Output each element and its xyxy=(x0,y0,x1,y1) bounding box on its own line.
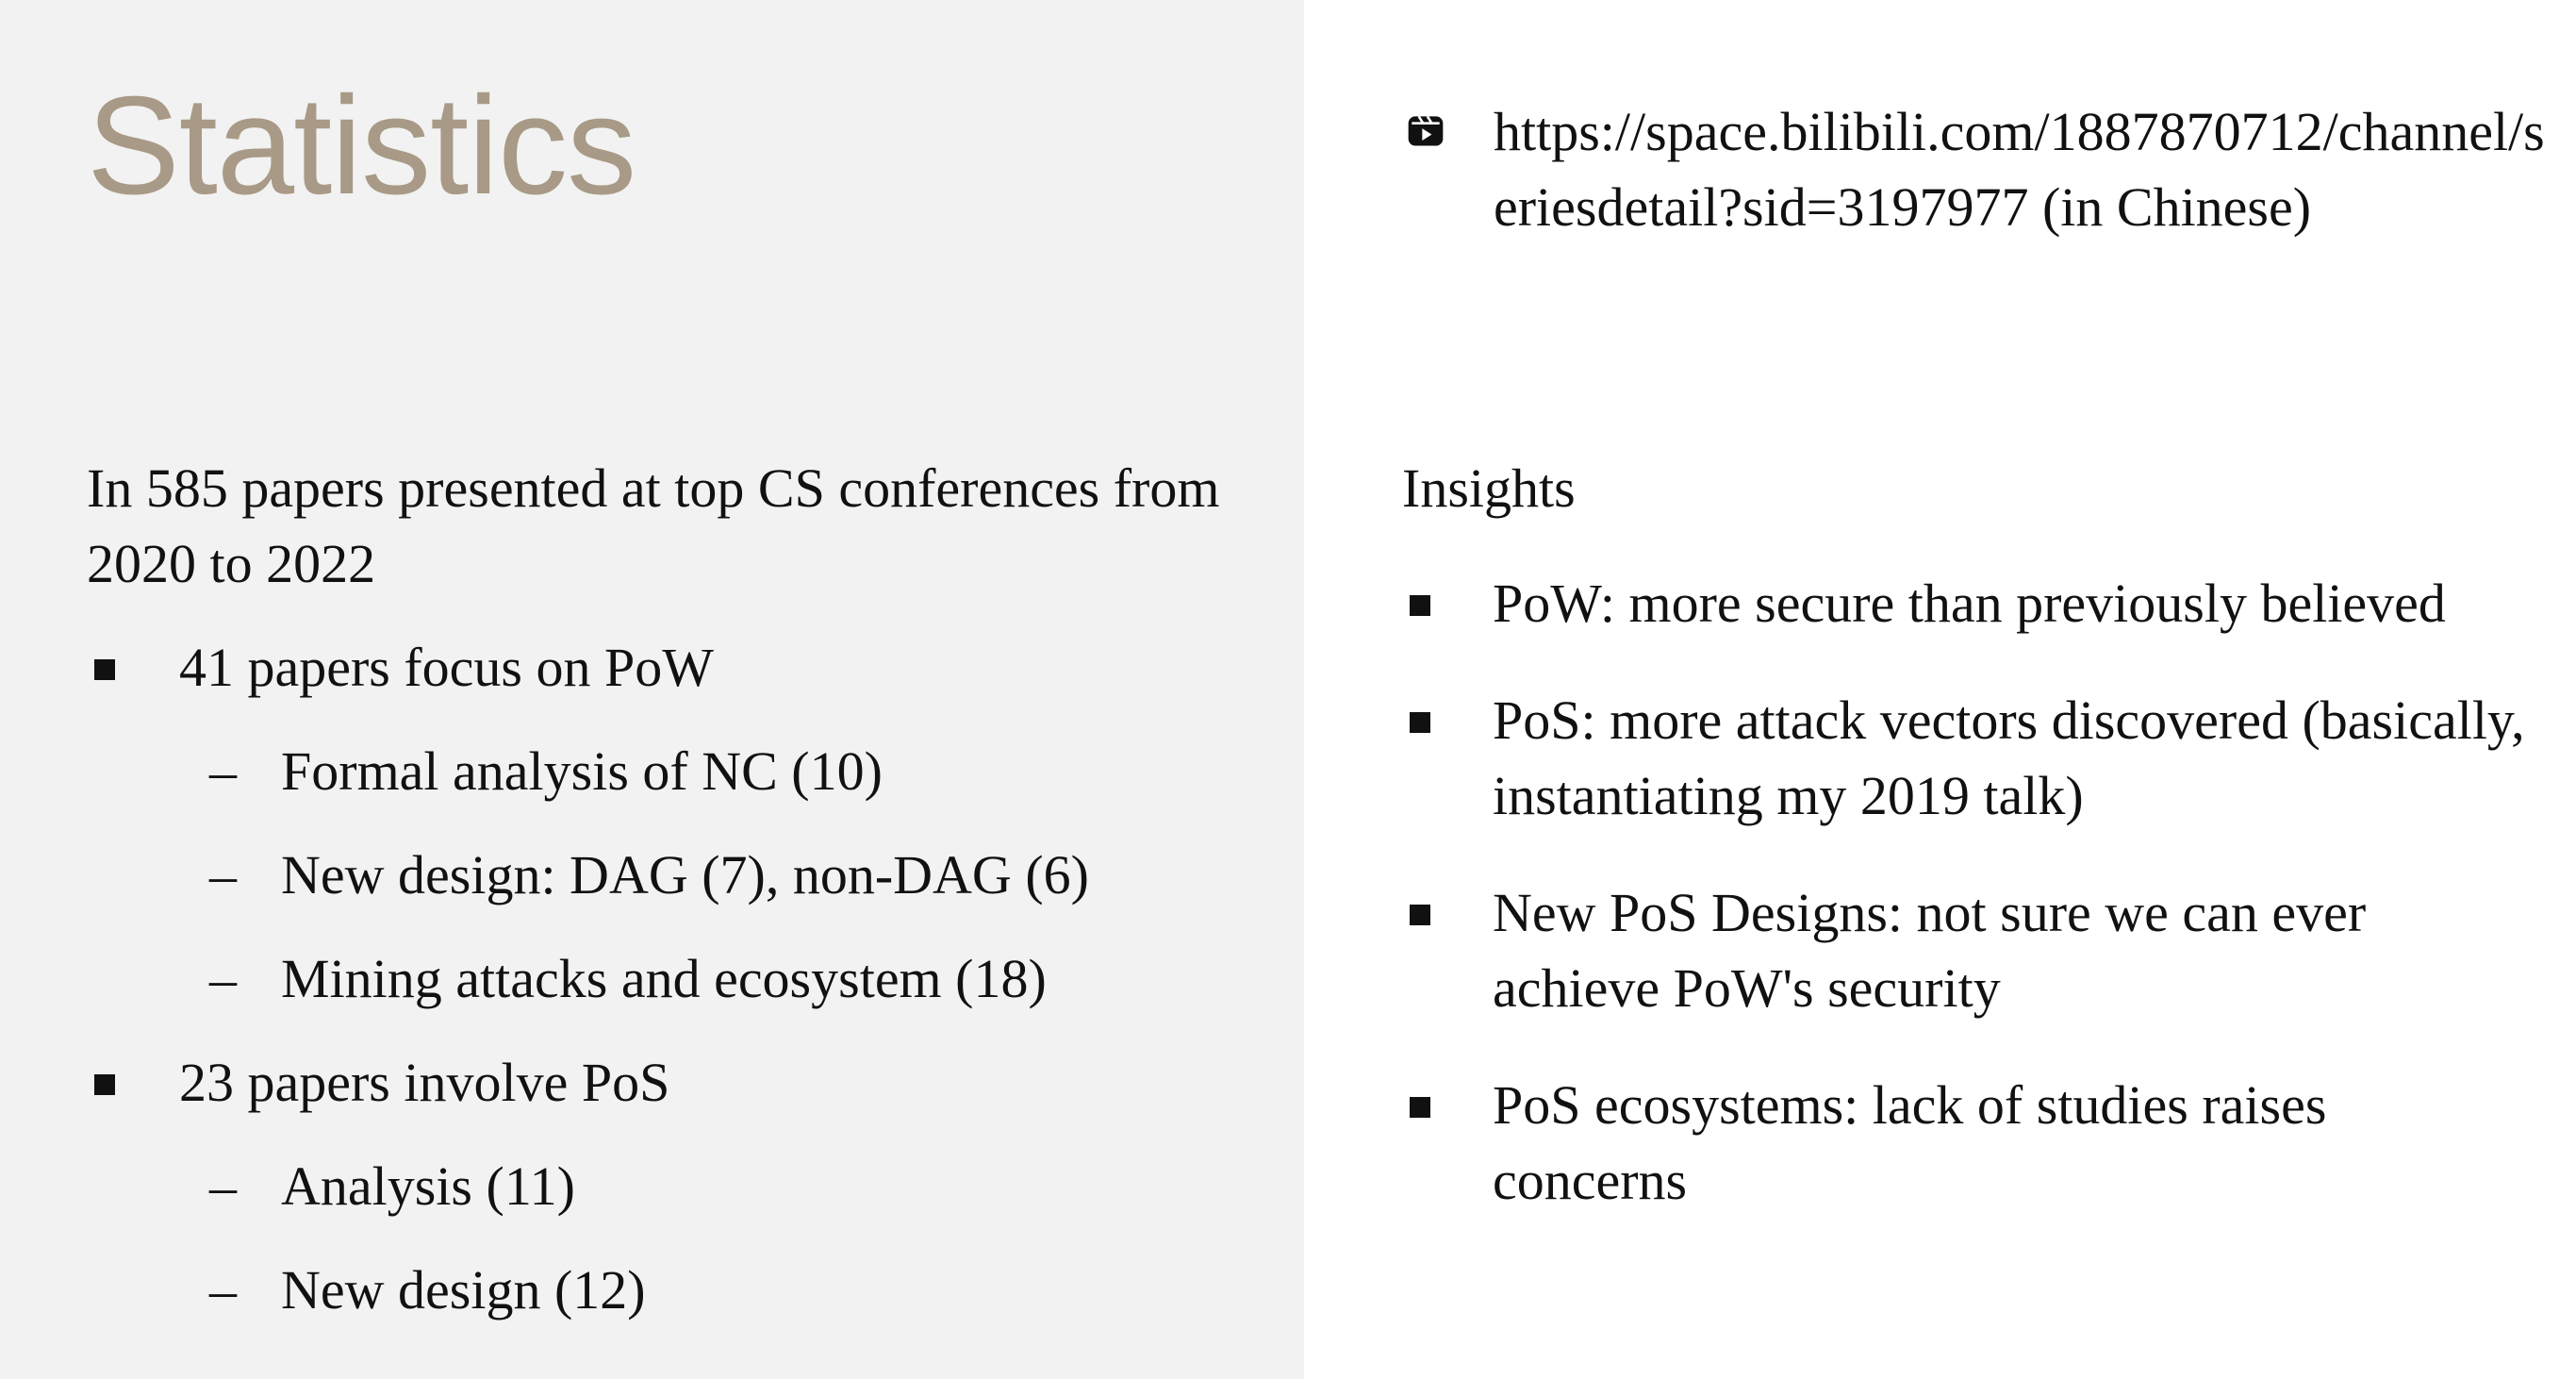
square-bullet-icon xyxy=(94,659,115,680)
sublist-item xyxy=(87,838,1294,913)
dash-bullet-icon: – xyxy=(209,740,237,802)
insight-item xyxy=(1402,1068,2534,1219)
list-item-pos xyxy=(87,1045,1294,1328)
intro-text: In 585 papers presented at top CS conferences from 2020 to 2022 xyxy=(87,457,1220,594)
sublist-item-label: New design: DAG (7), non-DAG (6) xyxy=(281,844,1089,905)
sublist-item xyxy=(87,1253,1294,1328)
insight-item xyxy=(1402,566,2534,641)
square-bullet-icon xyxy=(1410,712,1430,733)
insight-item-label: PoW: more secure than previously believed xyxy=(1493,573,2446,634)
left-bullet-list xyxy=(87,630,1294,1356)
sublist-item-label: Formal analysis of NC (10) xyxy=(281,740,883,802)
dash-bullet-icon: – xyxy=(209,1259,237,1321)
sublist-item-label: Analysis (11) xyxy=(281,1155,575,1217)
dash-bullet-icon: – xyxy=(209,948,237,1009)
square-bullet-icon xyxy=(1410,1097,1430,1118)
pos-sublist xyxy=(179,1149,1294,1328)
bilibili-series-link[interactable]: https://space.bilibili.com/1887870712/channel/seriesdetail?sid=3197977 (in Chinese) xyxy=(1494,101,2545,238)
sublist-item-label: Mining attacks and ecosystem (18) xyxy=(281,948,1047,1009)
insights-heading: Insights xyxy=(1402,457,1576,519)
square-bullet-icon xyxy=(1410,595,1430,616)
insight-item-label: New PoS Designs: not sure we can ever achieve PoW's security xyxy=(1493,882,2367,1019)
video-play-icon xyxy=(1405,109,1446,151)
list-item-label: 41 papers focus on PoW xyxy=(179,637,715,698)
sublist-item xyxy=(87,941,1294,1017)
slide-title: Statistics xyxy=(87,68,636,224)
dash-bullet-icon: – xyxy=(209,1155,237,1217)
insight-item xyxy=(1402,683,2534,834)
insight-item xyxy=(1402,875,2534,1026)
sublist-item-label: New design (12) xyxy=(281,1259,646,1321)
square-bullet-icon xyxy=(1410,905,1430,925)
list-item-label: 23 papers involve PoS xyxy=(179,1052,670,1113)
insight-item-label: PoS: more attack vectors discovered (basically, instantiating my 2019 talk) xyxy=(1493,690,2525,826)
list-item-pow xyxy=(87,630,1294,1017)
sublist-item xyxy=(87,734,1294,809)
dash-bullet-icon: – xyxy=(209,844,237,905)
sublist-item xyxy=(87,1149,1294,1224)
insights-list xyxy=(1402,566,2534,1260)
pow-sublist xyxy=(179,734,1294,1017)
insight-item-label: PoS ecosystems: lack of studies raises concerns xyxy=(1493,1074,2327,1211)
square-bullet-icon xyxy=(94,1074,115,1095)
